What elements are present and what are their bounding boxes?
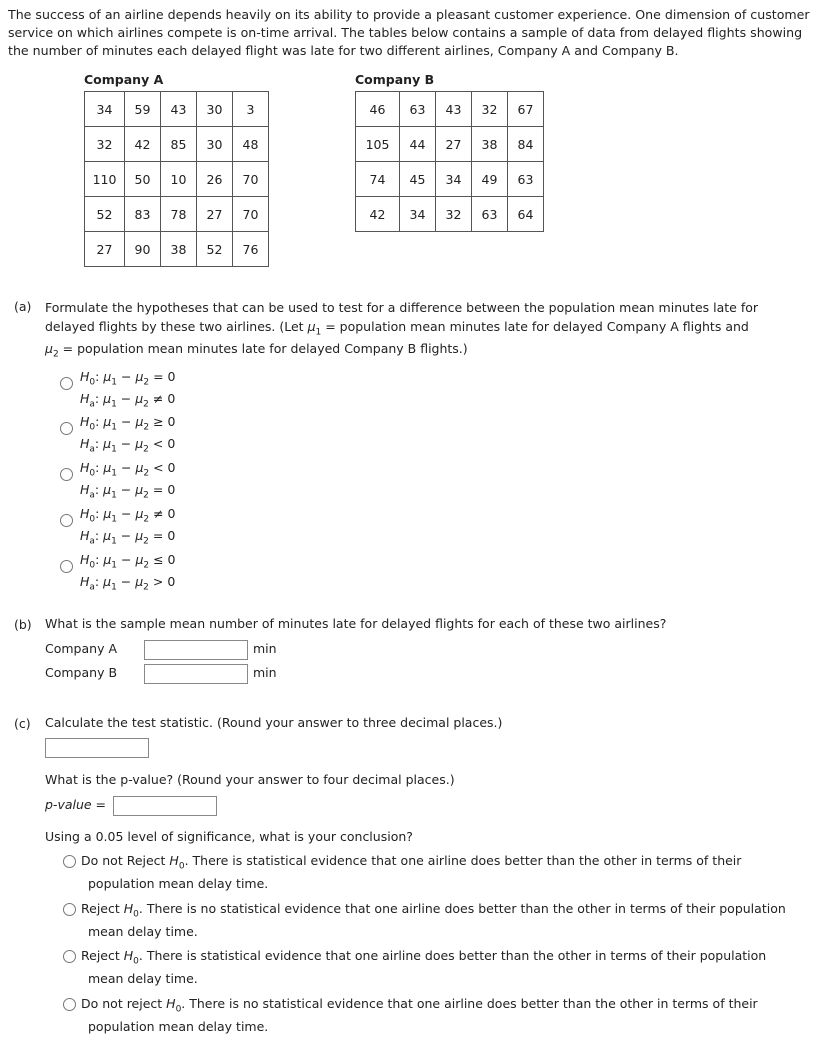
company_a-cell: 34 bbox=[85, 92, 125, 127]
hypothesis-option-2[interactable]: $H_0$: $\mu_1 - \mu_2 \ge 0$ $H_a$: $\mu_1 - \mu_2 < 0$ bbox=[80, 414, 176, 454]
company_a-cell: 10 bbox=[161, 162, 197, 197]
hypothesis-radio-4[interactable] bbox=[60, 514, 73, 527]
company_b-cell: 67 bbox=[508, 92, 544, 127]
company_b-cell: 43 bbox=[436, 92, 472, 127]
company_a-cell: 32 bbox=[85, 127, 125, 162]
hypothesis-radio-5[interactable] bbox=[60, 560, 73, 573]
company_a-cell: 43 bbox=[161, 92, 197, 127]
company-b-title: Company B bbox=[355, 72, 435, 87]
part-c-question: Calculate the test statistic. (Round your answer to three decimal places.) bbox=[45, 715, 503, 730]
hypothesis-radio-3[interactable] bbox=[60, 468, 73, 481]
company_a-cell: 52 bbox=[197, 232, 233, 267]
part-a-label: (a) bbox=[14, 299, 32, 314]
conclusion-radio-3[interactable] bbox=[63, 950, 76, 963]
hypothesis-option-3[interactable]: $H_0$: $\mu_1 - \mu_2 < 0$ $H_a$: $\mu_1 - \mu_2 = 0$ bbox=[80, 460, 176, 500]
company_b-cell: 46 bbox=[356, 92, 400, 127]
company-b-table bbox=[355, 91, 544, 232]
part-a-text-3: $\mu_2$ = population mean minutes late for delayed Company B flights.) bbox=[45, 341, 468, 360]
conclusion-radio-4[interactable] bbox=[63, 998, 76, 1011]
company_b-cell: 44 bbox=[400, 127, 436, 162]
hypothesis-radio-2[interactable] bbox=[60, 422, 73, 435]
company-b-mean-input[interactable] bbox=[144, 664, 248, 684]
company_b-cell: 63 bbox=[400, 92, 436, 127]
conclusion-option-3[interactable]: Reject $H_0$. There is statistical evidence that one airline does better than the other in terms of their population bbox=[81, 948, 767, 967]
company_a-cell: 48 bbox=[233, 127, 269, 162]
company_a-cell: 83 bbox=[125, 197, 161, 232]
company_b-cell: 74 bbox=[356, 162, 400, 197]
company_a-cell: 70 bbox=[233, 197, 269, 232]
significance-question: Using a 0.05 level of significance, what is your conclusion? bbox=[45, 829, 413, 844]
conclusion-option-3-line2: mean delay time. bbox=[88, 971, 198, 986]
company_a-cell: 38 bbox=[161, 232, 197, 267]
company_a-row bbox=[85, 92, 269, 127]
company-b-mean-label: Company B bbox=[45, 665, 118, 680]
company_a-cell: 27 bbox=[197, 197, 233, 232]
company_a-row bbox=[85, 127, 269, 162]
company_a-cell: 59 bbox=[125, 92, 161, 127]
hypothesis-radio-1[interactable] bbox=[60, 377, 73, 390]
part-a-text-2: delayed flights by these two airlines. (Let $\mu_1$ = population mean minutes late for delayed Company A flights and bbox=[45, 319, 749, 338]
hypothesis-option-4[interactable]: $H_0$: $\mu_1 - \mu_2 \ne 0$ $H_a$: $\mu_1 - \mu_2 = 0$ bbox=[80, 506, 176, 546]
company_a-row bbox=[85, 162, 269, 197]
company_a-cell: 76 bbox=[233, 232, 269, 267]
company_b-cell: 42 bbox=[356, 197, 400, 232]
company_a-cell: 42 bbox=[125, 127, 161, 162]
conclusion-option-1-line2: population mean delay time. bbox=[88, 876, 269, 891]
company_b-row bbox=[356, 197, 544, 232]
company_b-cell: 64 bbox=[508, 197, 544, 232]
company-a-unit: min bbox=[253, 641, 277, 656]
company_a-cell: 26 bbox=[197, 162, 233, 197]
company_a-cell: 90 bbox=[125, 232, 161, 267]
conclusion-option-1[interactable]: Do not Reject $H_0$. There is statistical evidence that one airline does better than the other in terms of their bbox=[81, 853, 742, 872]
company_a-cell: 27 bbox=[85, 232, 125, 267]
company-a-title: Company A bbox=[84, 72, 164, 87]
p-value-label: p-value = bbox=[45, 797, 107, 812]
company_b-cell: 105 bbox=[356, 127, 400, 162]
company_a-cell: 50 bbox=[125, 162, 161, 197]
company_a-cell: 78 bbox=[161, 197, 197, 232]
conclusion-radio-2[interactable] bbox=[63, 903, 76, 916]
conclusion-option-4[interactable]: Do not reject $H_0$. There is no statistical evidence that one airline does better than the other in terms of their bbox=[81, 996, 758, 1015]
company_a-cell: 30 bbox=[197, 92, 233, 127]
company-a-mean-input[interactable] bbox=[144, 640, 248, 660]
part-c-label: (c) bbox=[14, 716, 31, 731]
company_b-cell: 38 bbox=[472, 127, 508, 162]
company_b-row bbox=[356, 92, 544, 127]
company_b-cell: 63 bbox=[508, 162, 544, 197]
company_b-cell: 49 bbox=[472, 162, 508, 197]
part-b-label: (b) bbox=[14, 617, 32, 632]
company_b-cell: 45 bbox=[400, 162, 436, 197]
company_a-cell: 3 bbox=[233, 92, 269, 127]
company_b-cell: 27 bbox=[436, 127, 472, 162]
company_a-cell: 110 bbox=[85, 162, 125, 197]
company-b-unit: min bbox=[253, 665, 277, 680]
company_b-row bbox=[356, 162, 544, 197]
conclusion-option-2-line2: mean delay time. bbox=[88, 924, 198, 939]
test-statistic-input[interactable] bbox=[45, 738, 149, 758]
company_a-cell: 52 bbox=[85, 197, 125, 232]
hypothesis-option-1[interactable]: $H_0$: $\mu_1 - \mu_2 = 0$ $H_a$: $\mu_1 - \mu_2 \ne 0$ bbox=[80, 369, 176, 409]
company_b-cell: 32 bbox=[436, 197, 472, 232]
company_a-cell: 30 bbox=[197, 127, 233, 162]
conclusion-option-2[interactable]: Reject $H_0$. There is no statistical evidence that one airline does better than the other in terms of their population bbox=[81, 901, 786, 920]
company-a-mean-label: Company A bbox=[45, 641, 117, 656]
company_b-row bbox=[356, 127, 544, 162]
company_a-row bbox=[85, 197, 269, 232]
conclusion-radio-1[interactable] bbox=[63, 855, 76, 868]
part-b-question: What is the sample mean number of minutes late for delayed flights for each of these two airlines? bbox=[45, 616, 667, 631]
hypothesis-option-5[interactable]: $H_0$: $\mu_1 - \mu_2 \le 0$ $H_a$: $\mu_1 - \mu_2 > 0$ bbox=[80, 552, 176, 592]
company_a-row bbox=[85, 232, 269, 267]
part-a-text-1: Formulate the hypotheses that can be used to test for a difference between the population mean minutes late for bbox=[45, 300, 759, 315]
company_b-cell: 34 bbox=[436, 162, 472, 197]
p-value-input[interactable] bbox=[113, 796, 217, 816]
conclusion-option-4-line2: population mean delay time. bbox=[88, 1019, 269, 1034]
company_a-cell: 85 bbox=[161, 127, 197, 162]
company_b-cell: 34 bbox=[400, 197, 436, 232]
company_a-cell: 70 bbox=[233, 162, 269, 197]
company-a-table bbox=[84, 91, 269, 267]
company_b-cell: 63 bbox=[472, 197, 508, 232]
intro-paragraph: The success of an airline depends heavily on its ability to provide a pleasant customer experience. One dimension of customer service on which airlines compete is on-time arrival. The tables below contains a sample of data from delayed flights showing the number of minutes each delayed flight was late for two different airlines, Company A and Company B. bbox=[8, 7, 810, 58]
company_b-cell: 32 bbox=[472, 92, 508, 127]
p-value-question: What is the p-value? (Round your answer to four decimal places.) bbox=[45, 772, 455, 787]
company_b-cell: 84 bbox=[508, 127, 544, 162]
